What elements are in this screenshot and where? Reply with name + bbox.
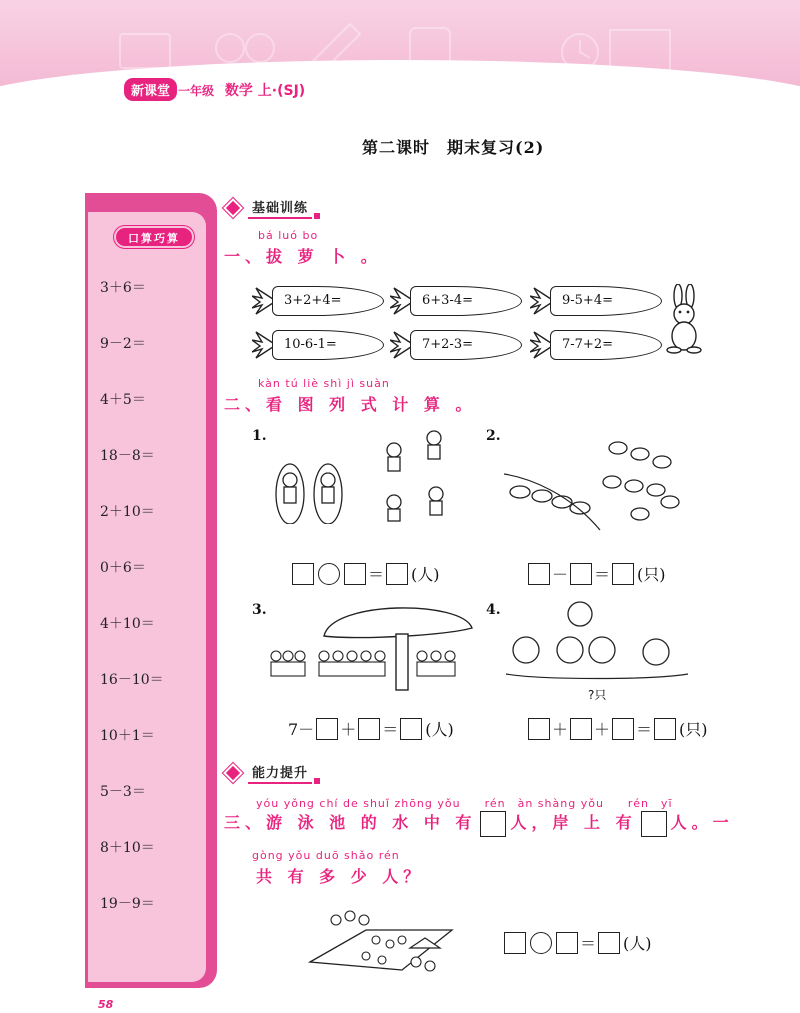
answer-box[interactable] bbox=[316, 718, 338, 740]
oral-calc-badge: 口算巧算 bbox=[114, 226, 194, 248]
q2-text: 二、看 图 列 式 计 算 。 bbox=[224, 395, 477, 414]
pigs-picture bbox=[502, 598, 692, 684]
oral-item: 8＋10＝ bbox=[100, 840, 155, 856]
series-badge: 新课堂 bbox=[124, 78, 177, 101]
answer-box[interactable] bbox=[570, 718, 592, 740]
answer-box[interactable] bbox=[344, 563, 366, 585]
oral-item: 16－10＝ bbox=[100, 672, 164, 688]
book-info bbox=[178, 80, 305, 100]
grade-label: 一年级 bbox=[178, 84, 215, 98]
q1-text: 一、拔 萝 卜 。 bbox=[224, 247, 382, 266]
carrot-expression: 3+2+4= bbox=[284, 293, 342, 308]
carrot-expression: 7-7+2= bbox=[562, 337, 613, 352]
equation-row-3: 7－ ＋ ＝ (人) bbox=[288, 717, 454, 740]
answer-box[interactable] bbox=[400, 718, 422, 740]
ducks-picture bbox=[500, 424, 700, 534]
q2-pinyin: kàn tú liè shì jì suàn bbox=[258, 377, 390, 390]
swimming-pool-picture bbox=[306, 904, 456, 980]
carrot bbox=[530, 284, 660, 318]
diamond-icon bbox=[223, 198, 243, 218]
q3-pinyin-line1: yóu yǒng chí de shuǐ zhōng yǒu rén àn shàng yǒu rén yī bbox=[256, 797, 673, 810]
operator-circle[interactable] bbox=[318, 563, 340, 585]
carrot bbox=[252, 328, 382, 362]
q3-pinyin-line2: gòng yǒu duō shǎo rén bbox=[252, 849, 400, 862]
answer-box[interactable] bbox=[641, 811, 667, 837]
carrot bbox=[252, 284, 382, 318]
oral-item: 10＋1＝ bbox=[100, 728, 155, 744]
carrot bbox=[390, 284, 520, 318]
q3-text-line2: 共 有 多 少 人？ bbox=[256, 867, 425, 886]
oral-item: 5－3＝ bbox=[100, 784, 146, 800]
answer-box[interactable] bbox=[386, 563, 408, 585]
carrot-expression: 9-5+4= bbox=[562, 293, 613, 308]
answer-box[interactable] bbox=[528, 563, 550, 585]
edition-label: 上·(SJ) bbox=[257, 83, 306, 99]
oral-item: 9－2＝ bbox=[100, 336, 146, 352]
page-number: 58 bbox=[98, 998, 114, 1011]
carrot bbox=[530, 328, 660, 362]
carrot-expression: 6+3-4= bbox=[422, 293, 473, 308]
answer-box[interactable] bbox=[528, 718, 550, 740]
answer-box[interactable] bbox=[570, 563, 592, 585]
answer-box[interactable] bbox=[612, 718, 634, 740]
pig-total-caption: ?只 bbox=[588, 688, 607, 702]
answer-box[interactable] bbox=[612, 563, 634, 585]
equation-row-2: － ＝ (只) bbox=[526, 562, 666, 585]
q3-text-line1: 三、游 泳 池 的 水 中 有 人，岸 上 有 人。一 bbox=[224, 810, 734, 837]
oral-item: 4＋10＝ bbox=[100, 616, 155, 632]
operator-circle[interactable] bbox=[530, 932, 552, 954]
problem-number: 3. bbox=[252, 602, 267, 618]
brand-logo: 夺冠 bbox=[58, 75, 103, 100]
oral-item: 18－8＝ bbox=[100, 448, 155, 464]
umbrella-children-picture bbox=[262, 600, 482, 694]
equation-row-1: ＝ (人) bbox=[290, 562, 440, 585]
oral-sidebar-inner bbox=[88, 212, 206, 982]
problem-number: 4. bbox=[486, 602, 501, 618]
equation-row-4: ＋ ＋ ＝ (只) bbox=[526, 717, 708, 740]
diamond-icon bbox=[223, 763, 243, 783]
answer-box[interactable] bbox=[292, 563, 314, 585]
answer-box[interactable] bbox=[556, 932, 578, 954]
oral-item: 3＋6＝ bbox=[100, 280, 146, 296]
answer-box[interactable] bbox=[480, 811, 506, 837]
oral-item: 4＋5＝ bbox=[100, 392, 146, 408]
subject-label: 数学 bbox=[224, 83, 253, 99]
oral-item: 2＋10＝ bbox=[100, 504, 155, 520]
jump-rope-children-picture bbox=[266, 424, 466, 524]
carrot bbox=[390, 328, 520, 362]
ability-heading: 能力提升 bbox=[226, 761, 320, 784]
lesson-title: 第二课时 期末复习(2) bbox=[362, 138, 545, 157]
square-icon bbox=[314, 213, 320, 219]
square-icon bbox=[314, 778, 320, 784]
basic-training-heading: 基础训练 bbox=[226, 196, 320, 219]
equation-row-5: ＝ (人) bbox=[502, 931, 652, 954]
carrot-expression: 7+2-3= bbox=[422, 337, 473, 352]
answer-box[interactable] bbox=[654, 718, 676, 740]
problem-number: 2. bbox=[486, 428, 501, 444]
carrot-expression: 10-6-1= bbox=[284, 337, 337, 352]
answer-box[interactable] bbox=[358, 718, 380, 740]
answer-box[interactable] bbox=[598, 932, 620, 954]
oral-item: 0＋6＝ bbox=[100, 560, 146, 576]
oral-item: 19－9＝ bbox=[100, 896, 155, 912]
rabbit-picture bbox=[658, 284, 712, 356]
answer-box[interactable] bbox=[504, 932, 526, 954]
q1-pinyin: bá luó bo bbox=[258, 229, 319, 242]
header-banner bbox=[0, 0, 800, 112]
problem-number: 1. bbox=[252, 428, 267, 444]
